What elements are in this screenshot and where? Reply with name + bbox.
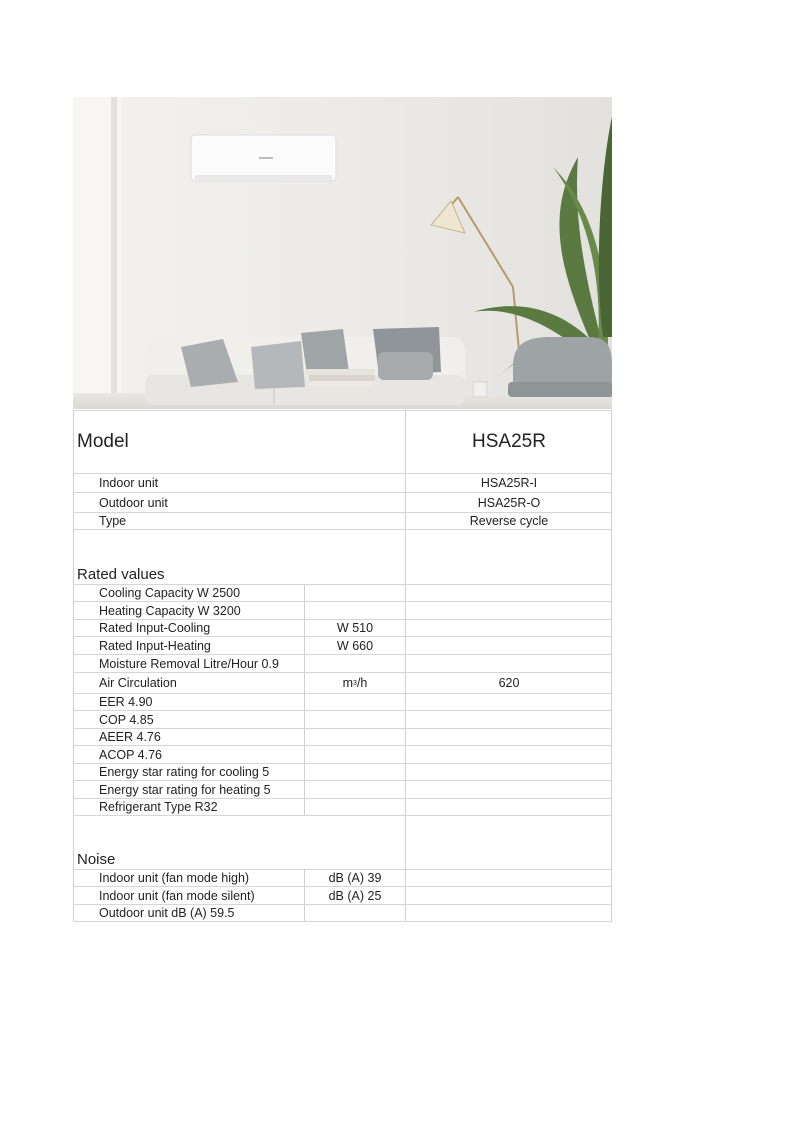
row-label: Rated Input-Cooling <box>99 621 211 635</box>
row-label: Outdoor unit dB (A) 59.5 <box>99 906 235 920</box>
unit-tail: /h <box>356 676 368 690</box>
unit-base: m <box>342 676 354 690</box>
row-mid-unit <box>305 673 405 693</box>
model-row <box>73 410 612 474</box>
product-photo <box>73 97 612 409</box>
row-mid: W 660 <box>336 638 374 653</box>
row-value: HSA25R-O <box>477 495 541 510</box>
row-label: Air Circulation <box>99 676 177 690</box>
table-row <box>73 799 612 816</box>
living-room-with-air-conditioner-image <box>73 97 612 409</box>
row-label: COP 4.85 <box>99 712 154 727</box>
unit-superscript: 3 <box>353 679 357 687</box>
row-label: Indoor unit (fan mode high) <box>99 871 250 885</box>
table-row <box>73 764 612 781</box>
section-title-noise: Noise <box>77 851 116 868</box>
section-title-rated: Rated values <box>77 566 165 583</box>
model-value: HSA25R <box>472 430 546 452</box>
section-header <box>73 816 612 870</box>
row-value: HSA25R-I <box>480 476 538 490</box>
table-row <box>73 870 612 887</box>
table-row <box>73 620 612 637</box>
armchair-icon <box>508 337 612 397</box>
spec-table <box>73 410 612 922</box>
row-label: Indoor unit (fan mode silent) <box>99 888 255 903</box>
row-label: Cooling Capacity W 2500 <box>99 586 241 600</box>
row-label: AEER 4.76 <box>99 730 161 744</box>
row-label: Rated Input-Heating <box>99 638 211 653</box>
row-label: Energy star rating for cooling 5 <box>99 765 270 779</box>
table-row <box>73 513 612 530</box>
row-label: ACOP 4.76 <box>99 747 163 762</box>
row-label: Heating Capacity W 3200 <box>99 603 241 618</box>
table-row <box>73 474 612 493</box>
row-label: Moisture Removal Litre/Hour 0.9 <box>99 656 279 671</box>
row-label: Energy star rating for heating 5 <box>99 782 271 797</box>
model-label: Model <box>77 430 129 452</box>
row-label: Type <box>99 514 127 528</box>
row-label: Outdoor unit <box>99 495 168 510</box>
air-conditioner-icon <box>191 135 336 181</box>
table-row <box>73 887 612 905</box>
table-row <box>73 637 612 655</box>
row-mid: dB (A) 39 <box>328 871 382 885</box>
row-mid: W 510 <box>336 621 374 635</box>
table-row <box>73 905 612 922</box>
table-row <box>73 781 612 799</box>
row-label: EER 4.90 <box>99 695 153 709</box>
table-row <box>73 746 612 764</box>
table-row <box>73 493 612 513</box>
table-row <box>73 694 612 711</box>
table-row <box>73 655 612 673</box>
section-header <box>73 530 612 585</box>
table-row <box>73 602 612 620</box>
row-mid: dB (A) 25 <box>328 888 382 903</box>
table-row <box>73 585 612 602</box>
table-row <box>73 673 612 694</box>
table-row <box>73 711 612 729</box>
row-label: Refrigerant Type R32 <box>99 800 218 814</box>
row-label: Indoor unit <box>99 476 159 490</box>
row-value: 620 <box>498 676 520 690</box>
row-value: Reverse cycle <box>469 514 549 528</box>
table-row <box>73 729 612 746</box>
